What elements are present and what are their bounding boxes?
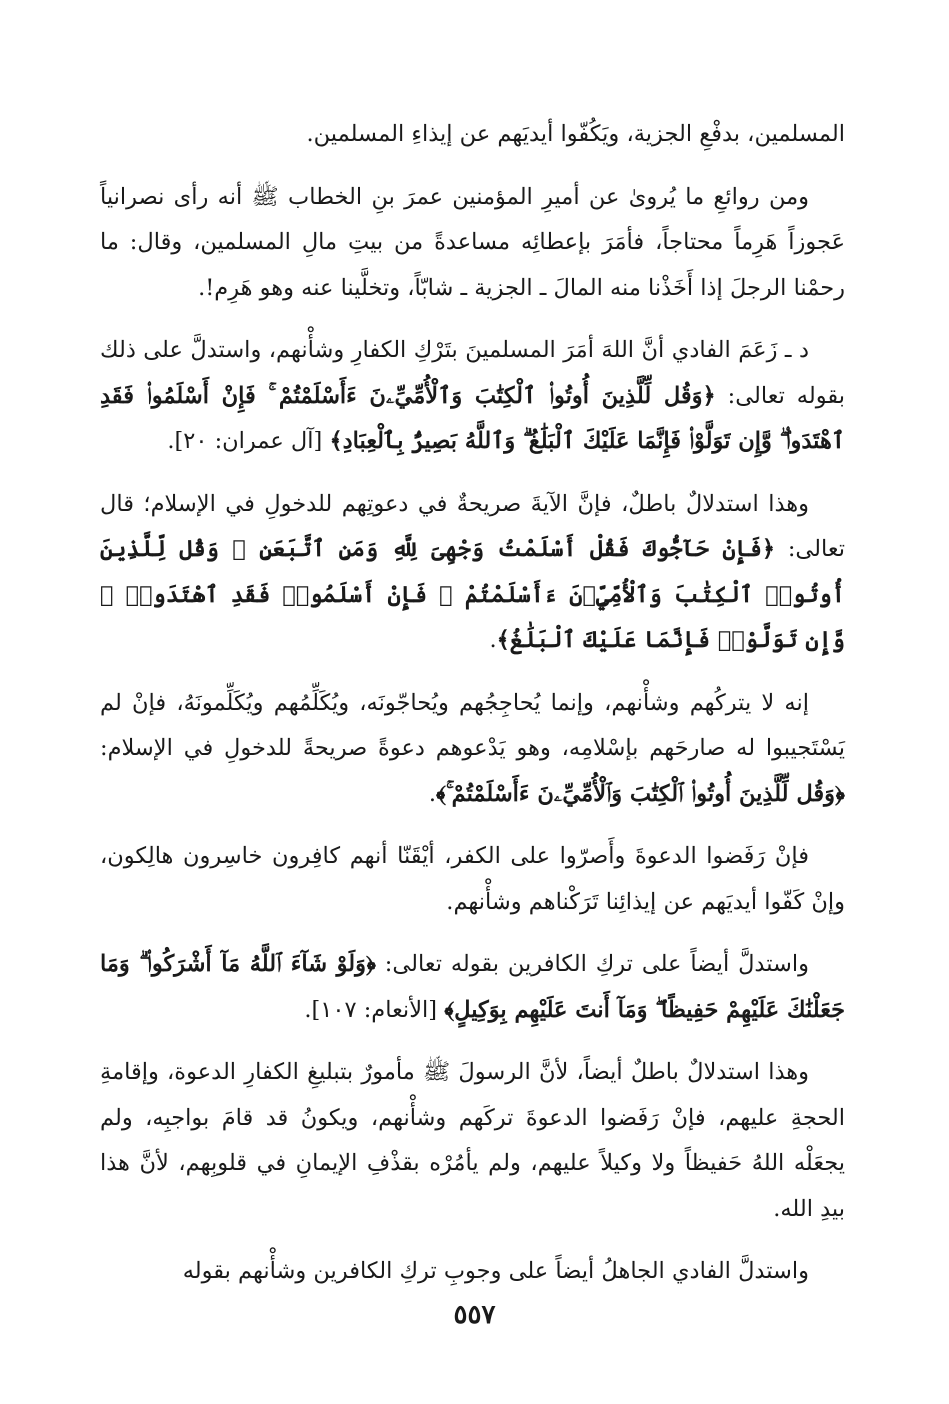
paragraph-text: واستدلَّ الفادي الجاهلُ أيضاً على وجوبِ تركِ الكافرين وشأْنهم بقوله bbox=[182, 1258, 809, 1284]
paragraph-text: [الأنعام: ١٠٧]. bbox=[304, 996, 445, 1023]
paragraph bbox=[100, 175, 845, 312]
paragraph bbox=[100, 482, 845, 664]
quran-verse: ﴿وَقُل لِّلَّذِينَ أُوتُوا۟ ٱلْكِتَٰبَ وَٱلْأُمِّيِّۦنَ ءَأَسْلَمْتُمْ ۚ﴾ bbox=[436, 780, 845, 807]
paragraph-text: إنه لا يتركُهم وشأْنهم، وإنما يُحاجِجُهم ويُحاجّونَه، ويُكَلِّمُهم ويُكَلِّمونَهُ، فإنْ لم يَسْتَجيبوا له صارحَهم بإسْلامِه، وهو يَدْعوهم دعوةً صريحةً للدخولِ في الإسلام: bbox=[100, 689, 845, 761]
paragraph-text: . bbox=[489, 627, 497, 653]
paragraph-text: د ـ زَعَمَ الفادي أنَّ اللهَ أمَرَ المسلمينَ بتَرْكِ الكفارِ وشأْنهم، واستدلَّ على ذلك بقوله تعالى: bbox=[100, 337, 845, 409]
paragraph bbox=[100, 328, 845, 465]
paragraph bbox=[100, 1050, 845, 1232]
paragraph bbox=[100, 942, 845, 1033]
paragraph-text: ومن روائعِ ما يُروىٰ عن أميرِ المؤمنين عمرَ بنِ الخطاب ﷺ أنه رأى نصرانياً عَجوزاً هَرِماً محتاجاً، فأمَرَ بإعطائِه مساعدةً من بيتِ مالِ المسلمين، وقال: ما رحمْنا الرجلَ إذا أَخَذْنا منه المالَ ـ الجزية ـ شابّاً، وتخلَّينا عنه وهو هَرِم!. bbox=[100, 183, 845, 301]
paragraph bbox=[100, 834, 845, 925]
quran-verse: ﴿فَإِنْ حَآجُّوكَ فَقُلْ أَسْلَمْتُ وَجْهِىَ لِلَّهِ وَمَنِ ٱتَّبَعَنِ ۗ وَقُل لِّلَّذِينَ أُوتُوا۟ ٱلْكِتَٰبَ وَٱلْأُمِّيِّۦنَ ءَأَسْلَمْتُمْ ۚ فَإِنْ أَسْلَمُوا۟ فَقَدِ ٱهْتَدَوا۟ ۖ وَّإِن تَوَلَّوْا۟ فَإِنَّمَا عَلَيْكَ ٱلْبَلَٰغُ﴾ bbox=[100, 536, 845, 653]
paragraph-text: وهذا استدلالٌ باطلٌ، فإنَّ الآيةَ صريحةٌ في دعوتِهم للدخولِ في الإسلام؛ قال تعالى: bbox=[100, 490, 845, 562]
body-text bbox=[100, 112, 845, 1312]
paragraph-text: فإنْ رَفَضوا الدعوةَ وأَصرّوا على الكفر، أيْقَنّا أنهم كافِرون خاسِرون هالِكون، وإنْ كَفّوا أيديَهم عن إيذائِنا تَرَكْناهم وشأْنهم. bbox=[100, 843, 845, 915]
paragraph-text: . bbox=[428, 780, 436, 807]
paragraph bbox=[100, 112, 845, 158]
paragraph-text: واستدلَّ أيضاً على تركِ الكافرين بقوله تعالى: bbox=[375, 951, 809, 977]
page-number: ٥٥٧ bbox=[453, 1300, 496, 1330]
paragraph-text: [آل عمران: ٢٠]. bbox=[167, 428, 330, 454]
paragraph bbox=[100, 1249, 845, 1295]
paragraph bbox=[100, 681, 845, 818]
quran-verse: ﴿وَلَوْ شَآءَ ٱللَّهُ مَآ أَشْرَكُوا۟ ۗ وَمَا جَعَلْنَٰكَ عَلَيْهِمْ حَفِيظًا ۖ وَمَآ أَنتَ عَلَيْهِم بِوَكِيلٍ﴾ bbox=[100, 951, 845, 1023]
paragraph-text: وهذا استدلالٌ باطلٌ أيضاً، لأنَّ الرسولَ ﷺ مأمورٌ بتبليغِ الكفارِ الدعوة، وإقامةِ الحجةِ عليهم، فإنْ رَفَضوا الدعوةَ تركَهم وشأْنهم، ويكونُ قد قامَ بواجبِه، ولم يجعَلْه اللهُ حَفيظاً ولا وكيلاً عليهم، ولم يأمُرْه بقذْفِ الإيمانِ في قلوبِهم، لأنَّ هذا بيدِ الله. bbox=[100, 1059, 845, 1222]
paragraph-text: المسلمين، بدفْعِ الجزية، ويَكُفّوا أيديَهم عن إيذاءِ المسلمين. bbox=[306, 121, 845, 147]
quran-verse: ﴿وَقُل لِّلَّذِينَ أُوتُوا۟ ٱلْكِتَٰبَ وَٱلْأُمِّيِّۦنَ ءَأَسْلَمْتُمْ ۚ فَإِنْ أَسْلَمُوا۟ فَقَدِ ٱهْتَدَوا۟ ۖ وَّإِن تَوَلَّوْا۟ فَإِنَّمَا عَلَيْكَ ٱلْبَلَٰغُ ۗ وَٱللَّهُ بَصِيرٌۢ بِٱلْعِبَادِ﴾ bbox=[100, 382, 845, 454]
